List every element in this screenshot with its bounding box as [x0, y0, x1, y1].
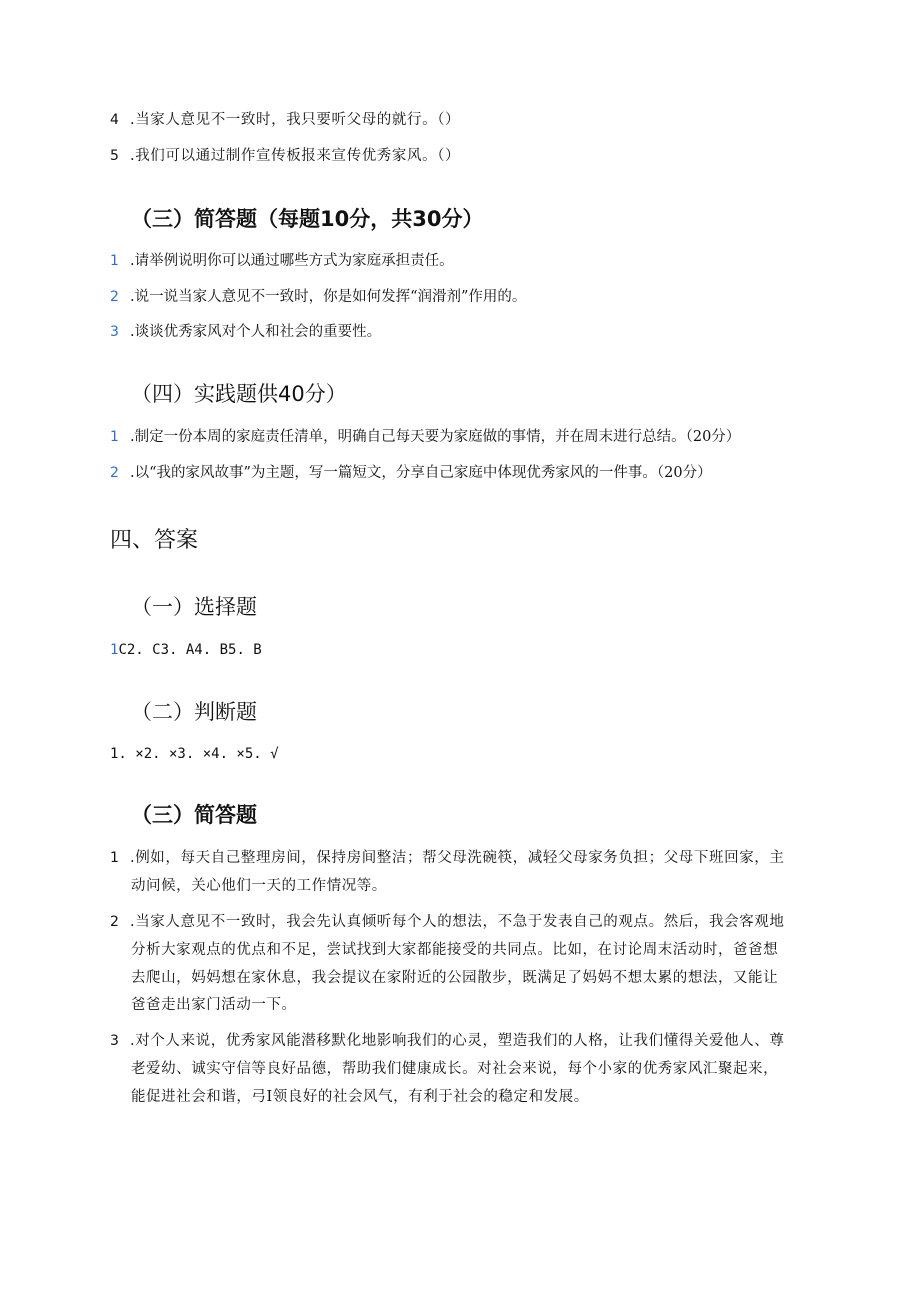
answer-text: 1. ×2. ×3. ×4. ×5. √ [110, 746, 279, 762]
item-number: 4 [110, 112, 119, 128]
section-short-answer-title: （三）简答题（每题10分，共30分） [131, 207, 484, 231]
item-text: .我们可以通过制作宣传板报来宣传优秀家风。（） [130, 148, 461, 164]
answers-choice-line [110, 640, 262, 660]
item-text: .例如，每天自己整理房间，保持房间整洁；帮父母洗碗筷，减轻父母家务负担；父母下班回家，主 [130, 850, 785, 866]
item-number: 5 [110, 148, 119, 164]
item-number: 3 [110, 1033, 119, 1049]
short-answer-3-line-3: 能促进社会和谐，弓I领良好的社会风气，有利于社会的稳定和发展。 [131, 1089, 589, 1105]
answers-short-title: （三）简答题 [131, 803, 257, 827]
item-text: .请举例说明你可以通过哪些方式为家庭承担责任。 [130, 253, 454, 269]
answer-text: C2. C3. A4. B5. B [118, 642, 262, 658]
short-answer-3-line-2: 老爱幼、诚实守信等良好品德，帮助我们健康成长。对社会来说，每个小家的优秀家风汇聚起来， [131, 1061, 779, 1077]
section-practice-title: （四）实践题供40分） [131, 382, 347, 406]
item-number: 1 [110, 253, 119, 269]
item-text: .当家人意见不一致时，我会先认真倾听每个人的想法，不急于发表自己的观点。然后，我会客观地 [130, 914, 785, 930]
answers-choice-title: （一）选择题 [131, 595, 257, 619]
item-number: 2 [110, 914, 119, 930]
short-answer-2-line-3: 去爬山，妈妈想在家休息，我会提议在家附近的公园散步，既满足了妈妈不想太累的想法，又能让 [131, 970, 779, 986]
item-number: 1 [110, 429, 119, 445]
answer-lead-number: 1 [110, 642, 119, 658]
item-text: .以“我的家风故事”为主题，写一篇短文，分享自己家庭中体现优秀家风的一件事。（20分） [130, 465, 712, 481]
item-number: 1 [110, 850, 119, 866]
short-answer-1-line-2: 动问候，关心他们一天的工作情况等。 [131, 878, 387, 894]
short-answer-2-line-2: 分析大家观点的优点和不足，尝试找到大家都能接受的共同点。比如，在讨论周末活动时，爸爸想 [131, 942, 779, 958]
item-number: 3 [110, 324, 119, 340]
item-text: .谈谈优秀家风对个人和社会的重要性。 [130, 324, 382, 340]
answers-judge-line [110, 744, 279, 764]
answers-title: 四、答案 [110, 528, 199, 553]
answers-judge-title: （二）判断题 [131, 700, 257, 724]
item-text: .对个人来说，优秀家风能潜移默化地影响我们的心灵，塑造我们的人格，让我们懂得关爱他人、尊 [130, 1033, 785, 1049]
short-answer-2-line-4: 爸爸走出家门活动一下。 [131, 997, 297, 1013]
item-number: 2 [110, 289, 119, 305]
item-number: 2 [110, 465, 119, 481]
item-text: .说一说当家人意见不一致时，你是如何发挥“润滑剂”作用的。 [130, 289, 527, 305]
item-text: .当家人意见不一致时，我只要听父母的就行。（） [130, 112, 461, 128]
item-text: .制定一份本周的家庭责任清单，明确自己每天要为家庭做的事情，并在周末进行总结。（20分） [130, 429, 741, 445]
